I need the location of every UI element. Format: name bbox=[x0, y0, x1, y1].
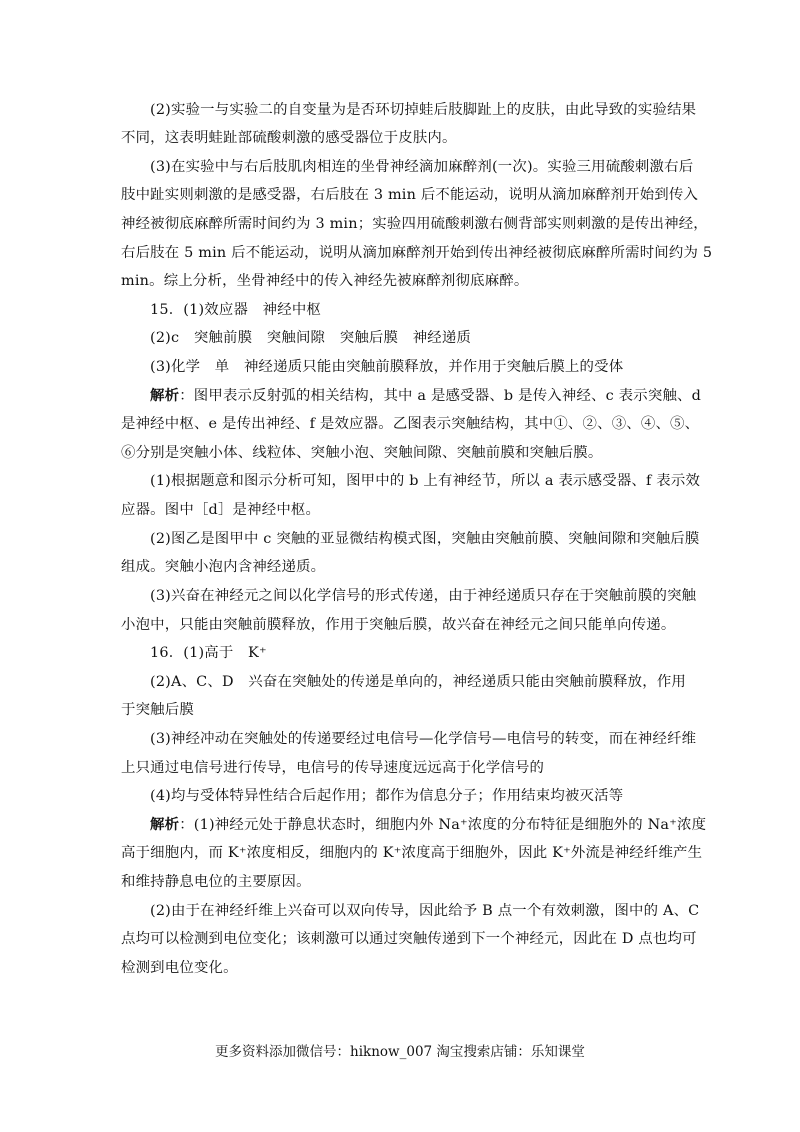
text-line: min。综上分析，坐骨神经中的传入神经先被麻醉剂彻底麻醉。 bbox=[121, 273, 529, 289]
text-line: 右后肢在 5 min 后不能运动，说明从滴加麻醉剂开始到传出神经被彻底麻醉所需时间约为 5 bbox=[121, 245, 713, 261]
text-line: 神经被彻底麻醉所需时间约为 3 min；实验四用硫酸刺激右侧背部实则刺激的是传出神经， bbox=[121, 216, 708, 232]
text-line: (3)兴奋在神经元之间以化学信号的形式传递，由于神经递质只存在于突触前膜的突触 bbox=[150, 588, 697, 604]
text-line: ：图甲表示反射弧的相关结构，其中 a 是感受器、b 是传入神经、c 表示突触、d bbox=[179, 388, 702, 404]
text-line: (2)由于在神经纤维上兴奋可以双向传导，因此给予 B 点一个有效刺激，图中的 A、C bbox=[150, 903, 700, 919]
answer-16-2: (2)A、C、D 兴奋在突触处的传递是单向的，神经递质只能由突触前膜释放，作用 bbox=[150, 674, 687, 690]
text-line: ：(1)神经元处于静息状态时，细胞内外 Na⁺浓度的分布特征是细胞外的 Na⁺浓度 bbox=[179, 817, 707, 833]
text-line: 不同，这表明蛙趾部硫酸刺激的感受器位于皮肤内。 bbox=[121, 130, 457, 146]
page-footer: 更多资料添加微信号：hiknow_007 淘宝搜索店铺：乐知课堂 bbox=[215, 1044, 585, 1060]
text-line: 于突触后膜 bbox=[121, 702, 194, 718]
text-line: (2)图乙是图甲中 c 突触的亚显微结构模式图，突触由突触前膜、突触间隙和突触后膜 bbox=[150, 531, 700, 547]
text-line: 高于细胞内，而 K⁺浓度相反，细胞内的 K⁺浓度高于细胞外，因此 K⁺外流是神经纤维产生 bbox=[121, 845, 703, 861]
text-line: 上只通过电信号进行传导，电信号的传导速度远远高于化学信号的 bbox=[121, 760, 545, 776]
text-line: 是神经中枢、e 是传出神经、f 是效应器。乙图表示突触结构，其中①、②、③、④、⑤、 bbox=[121, 416, 700, 432]
analysis-label: 解析 bbox=[150, 388, 180, 404]
answer-16-3: (3)神经冲动在突触处的传递要经过电信号—化学信号—电信号的转变，而在神经纤维 bbox=[150, 731, 697, 747]
text-line: 肢中趾实则刺激的是感受器，右后肢在 3 min 后不能运动，说明从滴加麻醉剂开始到传入 bbox=[121, 187, 699, 203]
answer-16-4: (4)均与受体特异性结合后起作用；都作为信息分子；作用结束均被灭活等 bbox=[150, 788, 624, 804]
answer-15-3: (3)化学 单 神经递质只能由突触前膜释放，并作用于突触后膜上的受体 bbox=[150, 359, 624, 375]
text-line: 组成。突触小泡内含神经递质。 bbox=[121, 559, 326, 575]
analysis-paragraph bbox=[150, 386, 715, 406]
answer-16-1: 16．(1)高于 K⁺ bbox=[150, 645, 267, 661]
text-line: 点均可以检测到电位变化；该刺激可以通过突触传递到下一个神经元，因此在 D 点也均可 bbox=[121, 931, 697, 947]
text-line: 小泡中，只能由突触前膜释放，作用于突触后膜，故兴奋在神经元之间只能单向传递。 bbox=[121, 617, 676, 633]
answer-15-2: (2)c 突触前膜 突触间隙 突触后膜 神经递质 bbox=[150, 330, 472, 346]
text-line: 和维持静息电位的主要原因。 bbox=[121, 874, 311, 890]
analysis-label: 解析 bbox=[150, 817, 180, 833]
text-line: 检测到电位变化。 bbox=[121, 960, 238, 976]
analysis-paragraph bbox=[150, 815, 715, 835]
text-line: ⑥分别是突触小体、线粒体、突触小泡、突触间隙、突触前膜和突触后膜。 bbox=[121, 445, 603, 461]
answer-15-1: 15．(1)效应器 神经中枢 bbox=[150, 302, 322, 318]
text-line: (1)根据题意和图示分析可知，图甲中的 b 上有神经节，所以 a 表示感受器、f 表示效 bbox=[150, 473, 701, 489]
text-line: 应器。图中［d］是神经中枢。 bbox=[121, 502, 321, 518]
text-line: (2)实验一与实验二的自变量为是否环切掉蛙后肢脚趾上的皮肤，由此导致的实验结果 bbox=[150, 102, 697, 118]
text-line: (3)在实验中与右后肢肌肉相连的坐骨神经滴加麻醉剂(一次)。实验三用硫酸刺激右后 bbox=[150, 159, 694, 175]
